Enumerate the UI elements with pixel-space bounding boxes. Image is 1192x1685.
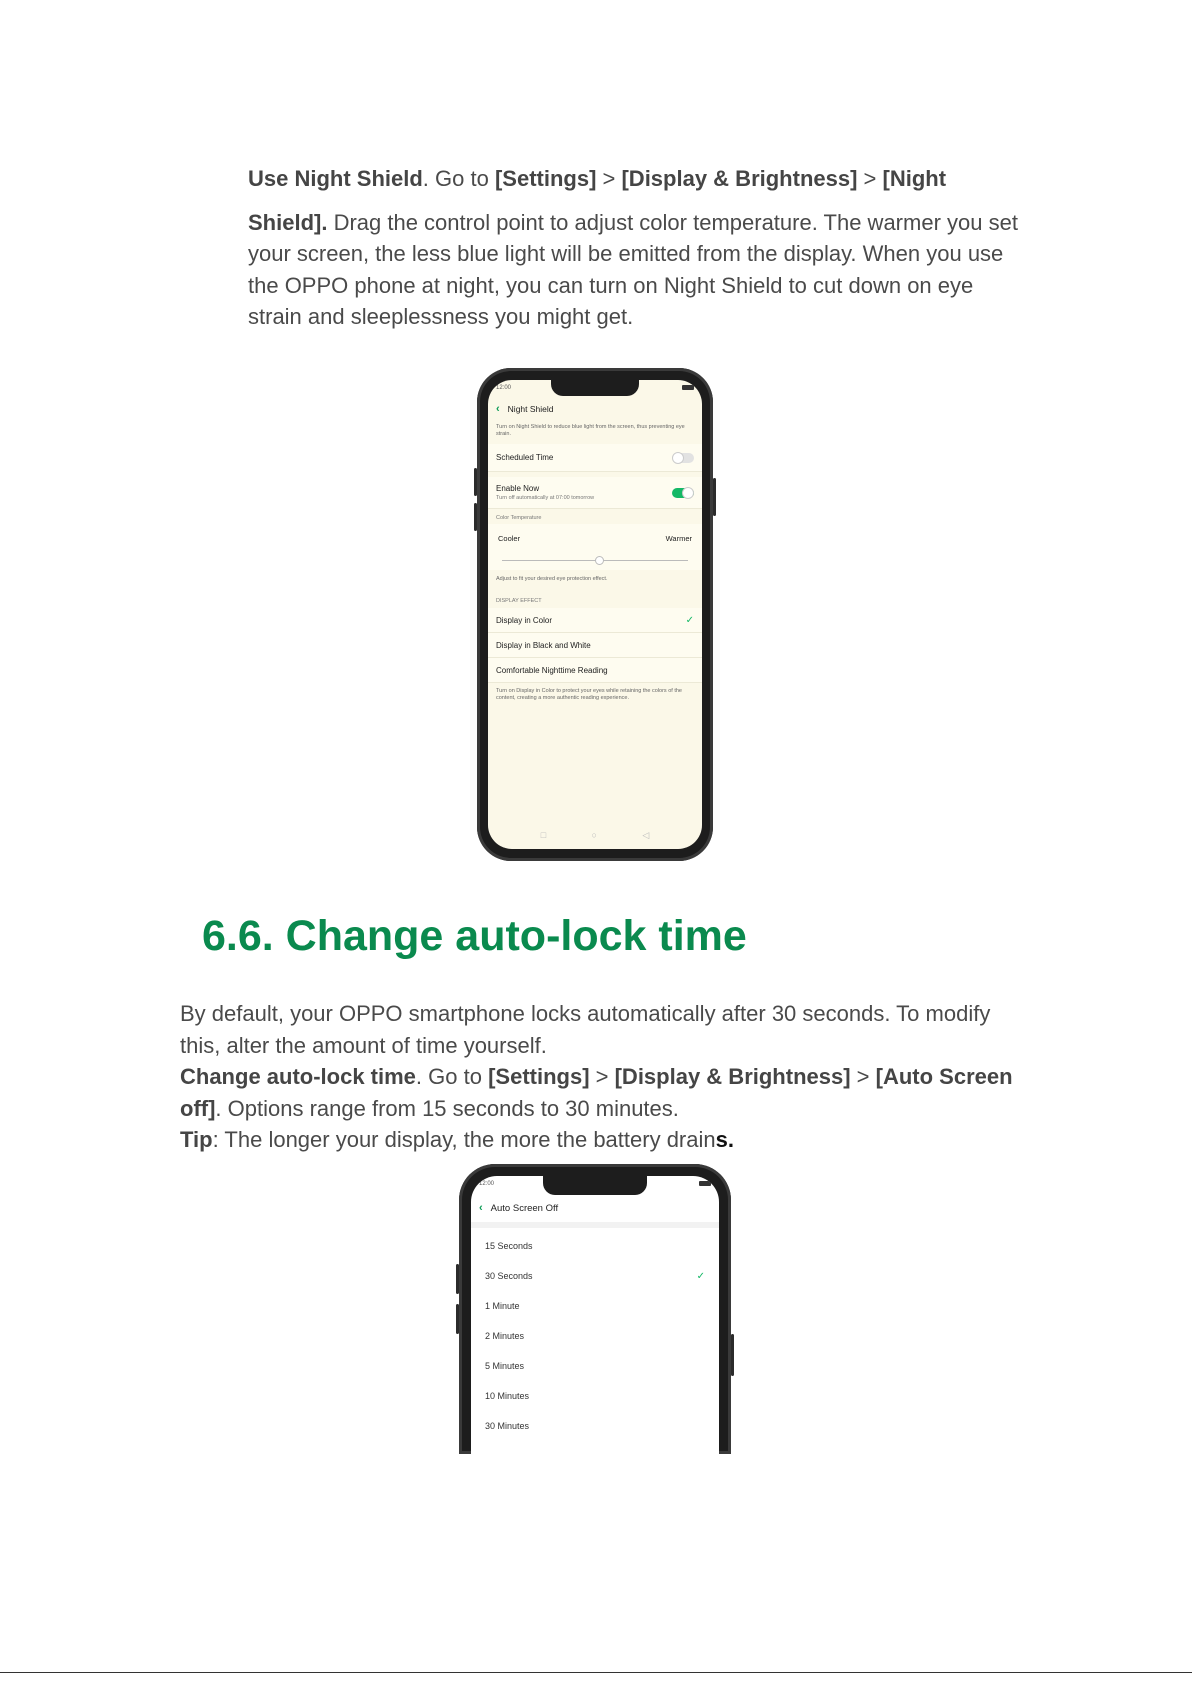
timeout-options-list [471, 1231, 719, 1441]
header-divider [471, 1222, 719, 1228]
path-settings: [Settings] [494, 166, 597, 191]
night-shield-screen [488, 380, 702, 849]
back-chevron-icon[interactable]: ‹ [479, 1202, 483, 1214]
path-sep: > [589, 1064, 615, 1089]
toggle-knob [672, 452, 684, 464]
auto-lock-paragraph [180, 998, 1030, 1156]
power-button [713, 478, 716, 516]
recent-apps-icon[interactable]: □ [540, 830, 547, 840]
nighttime-reading-row[interactable] [488, 658, 702, 683]
screen-header [488, 402, 702, 416]
color-temp-knob[interactable] [595, 556, 604, 565]
path-auto-screen-off: [Auto Screen off] [180, 1064, 1013, 1121]
timeout-option[interactable] [471, 1321, 719, 1351]
color-temp-label: Color Temperature [496, 515, 542, 521]
display-bw-row[interactable] [488, 633, 702, 658]
home-icon[interactable]: ○ [591, 830, 597, 840]
screen-title: Night Shield [507, 404, 554, 414]
auto-lock-lead: Change auto-lock time [180, 1064, 416, 1089]
adjust-note: Adjust to fit your desired eye protection effect. [496, 576, 608, 582]
section-heading: 6.6. Change auto-lock time [202, 912, 747, 960]
path-sep: > [596, 166, 622, 191]
timeout-option-label: 5 Minutes [485, 1361, 525, 1371]
display-color-label: Display in Color [496, 615, 553, 625]
battery-icon [699, 1181, 711, 1186]
status-bar [496, 385, 694, 391]
nighttime-reading-label: Comfortable Nighttime Reading [496, 665, 608, 675]
night-shield-lead: Use Night Shield [248, 166, 423, 191]
timeout-option-label: 2 Minutes [485, 1331, 525, 1341]
timeout-option[interactable] [471, 1381, 719, 1411]
timeout-option-label: 30 Seconds [485, 1271, 533, 1281]
display-effect-label: DISPLAY EFFECT [496, 598, 542, 604]
volume-button [474, 503, 477, 531]
go-to-text: . Go to [422, 166, 495, 191]
status-time: 12:00 [479, 1181, 495, 1187]
warmer-label: Warmer [665, 534, 692, 543]
timeout-option-label: 10 Minutes [485, 1391, 530, 1401]
path-night-shield-b: Shield]. [248, 209, 328, 235]
auto-screen-off-screen [471, 1176, 719, 1454]
timeout-option[interactable] [471, 1261, 719, 1291]
enable-now-row[interactable] [488, 477, 702, 509]
volume-button [474, 468, 477, 496]
path-night-shield-a: [Night [882, 166, 947, 191]
battery-icon [682, 385, 694, 390]
night-shield-line1 [248, 163, 1028, 195]
tip-text: : The longer your display, the more the battery drain [212, 1127, 716, 1152]
path-display-brightness: [Display & Brightness] [621, 166, 858, 191]
checkmark-icon: ✓ [685, 614, 694, 626]
back-icon[interactable]: ◁ [642, 830, 650, 840]
display-color-note: Turn on Display in Color to protect your eyes while retaining the colors of the content, creating a more authentic reading experience. [496, 688, 682, 701]
night-shield-body: Drag the control point to adjust color temperature. The warmer you set your screen, the less blue light will be emitted from the display. When you use the OPPO phone at night, you can turn on Night Shield to cut down on eye strain and sleeplessness you might get. [248, 209, 1018, 329]
path-display-brightness: [Display & Brightness] [614, 1064, 851, 1089]
enable-now-toggle[interactable] [672, 488, 694, 498]
back-chevron-icon[interactable]: ‹ [496, 403, 500, 415]
enable-now-text [496, 484, 594, 501]
timeout-option[interactable] [471, 1411, 719, 1441]
timeout-option[interactable] [471, 1231, 719, 1261]
intro-text: Turn on Night Shield to reduce blue light from the screen, thus preventing eye strain. [496, 424, 685, 437]
enable-now-sub: Turn off automatically at 07:00 tomorrow [496, 495, 595, 501]
timeout-option[interactable] [471, 1351, 719, 1381]
enable-now-label: Enable Now [496, 484, 540, 493]
path-settings: [Settings] [488, 1064, 590, 1089]
volume-button [456, 1304, 459, 1334]
path-sep: > [850, 1064, 876, 1089]
tip-end: s. [715, 1127, 734, 1152]
screen-header [471, 1200, 719, 1216]
night-shield-paragraph [248, 163, 1028, 333]
options-text: . Options range from 15 seconds to 30 minutes. [215, 1095, 679, 1121]
cooler-label: Cooler [498, 534, 521, 543]
timeout-option-label: 1 Minute [485, 1301, 520, 1311]
color-temp-slider-panel [488, 524, 702, 570]
night-shield-phone [477, 368, 713, 861]
power-button [731, 1334, 734, 1376]
display-bw-label: Display in Black and White [496, 640, 591, 650]
toggle-knob [682, 487, 694, 499]
status-bar [479, 1181, 711, 1187]
volume-button [456, 1264, 459, 1294]
checkmark-icon: ✓ [696, 1270, 705, 1282]
screen-title: Auto Screen Off [490, 1202, 559, 1214]
status-time: 12:00 [496, 385, 512, 391]
auto-screen-off-phone [459, 1164, 731, 1454]
timeout-option-label: 30 Minutes [485, 1421, 530, 1431]
path-sep: > [857, 166, 883, 191]
tip-label: Tip [180, 1127, 213, 1152]
go-to-text: . Go to [415, 1064, 489, 1089]
footer-rule [0, 1672, 1192, 1673]
scheduled-time-row[interactable] [488, 444, 702, 472]
timeout-option[interactable] [471, 1291, 719, 1321]
timeout-option-label: 15 Seconds [485, 1241, 533, 1251]
scheduled-time-toggle[interactable] [672, 453, 694, 463]
nav-bar [488, 830, 702, 841]
display-color-row[interactable] [488, 608, 702, 633]
auto-lock-intro: By default, your OPPO smartphone locks automatically after 30 seconds. To modify this, alter the amount of time yourself. [180, 1001, 991, 1058]
scheduled-time-label: Scheduled Time [496, 453, 554, 462]
